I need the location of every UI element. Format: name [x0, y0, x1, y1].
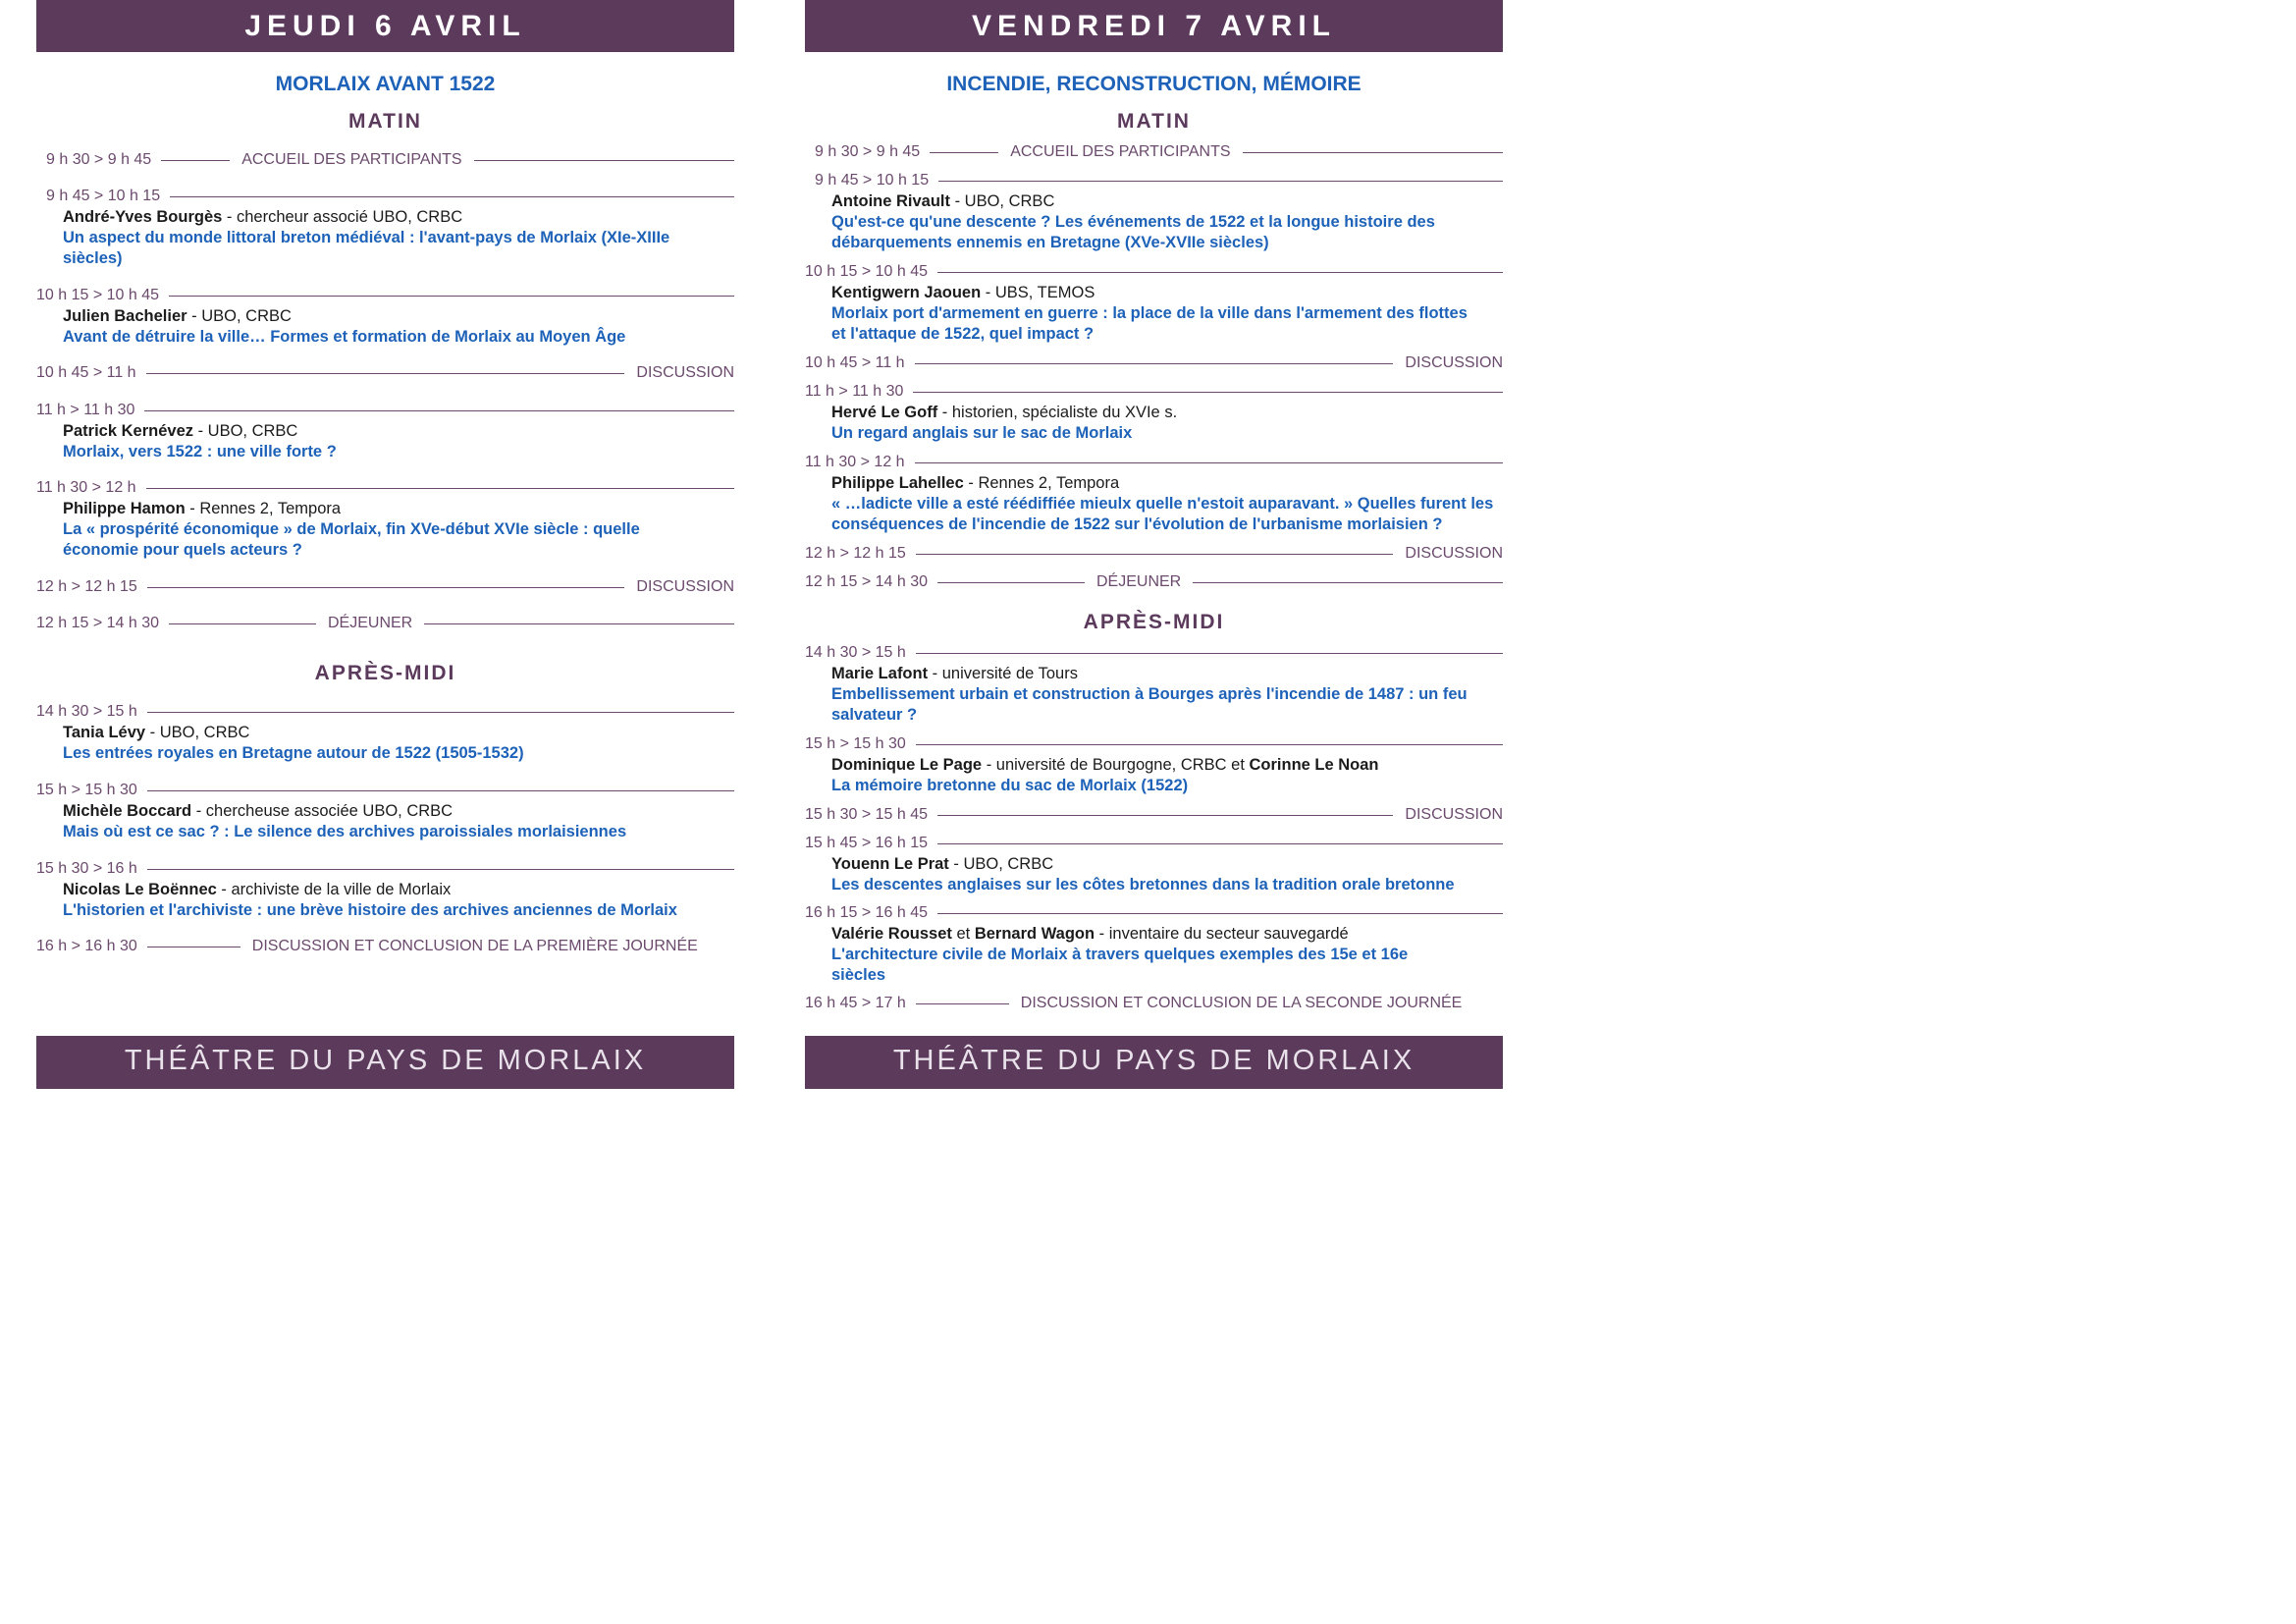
talk-title: Les entrées royales en Bretagne autour de 1522 (1505-1532): [63, 744, 524, 762]
slot-time: 16 h > 16 h 30: [36, 938, 137, 954]
talk-title: Un aspect du monde littoral breton médiéval : l'avant-pays de Morlaix (XIe-XIIIe siècles): [63, 229, 670, 267]
day2-slot-reception: [805, 142, 1503, 162]
speaker-affiliation: - chercheur associé UBO, CRBC: [222, 208, 463, 226]
speaker-line: [36, 207, 734, 228]
speaker-line: [805, 924, 1503, 945]
speaker-affiliation: - Rennes 2, Tempora: [185, 500, 342, 517]
speaker-line: [36, 723, 734, 743]
slot-time: 16 h 15 > 16 h 45: [805, 904, 928, 921]
speaker-name-2: Corinne Le Noan: [1249, 756, 1379, 774]
day2-morning-label: MATIN: [1117, 110, 1191, 133]
speaker-line: [36, 421, 734, 442]
slot-time: 10 h 45 > 11 h: [805, 354, 905, 371]
slot-tag: ACCUEIL DES PARTICIPANTS: [1010, 143, 1231, 160]
day2-column: [805, 0, 1503, 1089]
slot-time: 11 h > 11 h 30: [36, 402, 135, 418]
day2-slot-talk-3: [805, 382, 1503, 444]
slot-time: 10 h 45 > 11 h: [36, 364, 136, 381]
speaker-affiliation: - UBO, CRBC: [187, 307, 292, 325]
day1-slot-talk-1: [36, 187, 734, 269]
slot-time: 9 h 30 > 9 h 45: [815, 143, 921, 160]
speaker-name: Dominique Le Page: [831, 756, 983, 774]
talk-title: Les descentes anglaises sur les côtes bretonnes dans la tradition orale bretonne: [831, 876, 1455, 893]
day2-slot-discussion-1: [805, 353, 1503, 373]
day1-slot-talk-5: [36, 702, 734, 764]
speaker-affiliation: - chercheuse associée UBO, CRBC: [191, 802, 454, 820]
speaker-name: Philippe Hamon: [63, 500, 186, 517]
slot-time: 12 h 15 > 14 h 30: [36, 615, 159, 631]
speaker-line: [805, 664, 1503, 684]
day2-slot-talk-5: [805, 643, 1503, 726]
speaker-affiliation: - archiviste de la ville de Morlaix: [216, 881, 452, 898]
day1-slot-talk-4: [36, 478, 734, 561]
day1-morning-label: MATIN: [348, 110, 422, 133]
talk-title: Qu'est-ce qu'une descente ? Les événements de 1522 et la longue histoire des débarquements ennemis en Bretagne (XVe-XVIIe siècles): [831, 213, 1435, 251]
slot-tag: DISCUSSION: [1405, 806, 1503, 823]
talk-title: Mais où est ce sac ? : Le silence des archives paroissiales morlaisiennes: [63, 823, 627, 840]
speaker-line: [36, 880, 734, 900]
slot-time: 12 h > 12 h 15: [36, 578, 137, 595]
day1-column: [36, 0, 734, 1089]
speaker-affiliation: - université de Bourgogne, CRBC et: [982, 756, 1250, 774]
talk-title: Un regard anglais sur le sac de Morlaix: [831, 424, 1133, 442]
day2-venue: THÉÂTRE DU PAYS DE MORLAIX: [805, 1036, 1503, 1089]
speaker-name: Philippe Lahellec: [831, 474, 964, 492]
slot-tag: DISCUSSION ET CONCLUSION DE LA PREMIÈRE JOURNÉE: [251, 938, 698, 954]
day1-slot-talk-7: [36, 859, 734, 921]
speaker-name: Michèle Boccard: [63, 802, 192, 820]
day1-slot-talk-6: [36, 781, 734, 842]
speaker-line: [805, 755, 1503, 776]
slot-time: 9 h 30 > 9 h 45: [46, 151, 152, 168]
day2-afternoon-label: APRÈS-MIDI: [1083, 611, 1225, 633]
speaker-affiliation: - Rennes 2, Tempora: [963, 474, 1120, 492]
day1-slot-lunch: [36, 614, 734, 633]
day2-slot-closing: [805, 994, 1503, 1013]
speaker-name: Valérie Rousset: [831, 925, 952, 943]
speaker-name: Tania Lévy: [63, 724, 146, 741]
day1-slot-talk-2: [36, 286, 734, 348]
day1-slot-talk-3: [36, 401, 734, 462]
slot-time: 15 h 30 > 15 h 45: [805, 806, 928, 823]
speaker-name: Nicolas Le Boënnec: [63, 881, 217, 898]
slot-tag: DISCUSSION: [1405, 545, 1503, 562]
talk-title: La « prospérité économique » de Morlaix, fin XVe-début XVIe siècle : quelle économie pour quels acteurs ?: [63, 520, 640, 559]
slot-time: 12 h 15 > 14 h 30: [805, 573, 928, 590]
slot-time: 10 h 15 > 10 h 45: [36, 287, 159, 303]
slot-time: 15 h 45 > 16 h 15: [805, 835, 928, 851]
day1-slot-discussion-1: [36, 363, 734, 383]
speaker-name: Marie Lafont: [831, 665, 929, 682]
slot-tag: DÉJEUNER: [328, 615, 413, 631]
day1-slot-discussion-2: [36, 577, 734, 597]
speaker-affiliation: - université de Tours: [928, 665, 1078, 682]
slot-time: 10 h 15 > 10 h 45: [805, 263, 928, 280]
speaker-line: [805, 283, 1503, 303]
slot-time: 14 h 30 > 15 h: [36, 703, 137, 720]
slot-time: 11 h > 11 h 30: [805, 383, 904, 400]
day1-theme: MORLAIX AVANT 1522: [275, 73, 496, 95]
speaker-line: [805, 854, 1503, 875]
talk-title: Morlaix, vers 1522 : une ville forte ?: [63, 443, 337, 460]
speaker-affiliation: - UBO, CRBC: [193, 422, 298, 440]
speaker-affiliation: et: [951, 925, 975, 943]
slot-time: 9 h 45 > 10 h 15: [46, 188, 161, 204]
speaker-affiliation: - UBO, CRBC: [950, 192, 1055, 210]
slot-tag: DÉJEUNER: [1096, 573, 1182, 590]
day2-slot-talk-8: [805, 903, 1503, 986]
speaker-line: [805, 191, 1503, 212]
day1-slot-closing: [36, 937, 734, 956]
slot-time: 11 h 30 > 12 h: [805, 454, 905, 470]
day2-theme: INCENDIE, RECONSTRUCTION, MÉMOIRE: [946, 73, 1362, 95]
day2-title: VENDREDI 7 AVRIL: [805, 0, 1503, 52]
speaker-line: [36, 499, 734, 519]
day2-slot-discussion-3: [805, 805, 1503, 825]
day2-slot-talk-7: [805, 834, 1503, 895]
talk-title: « …ladicte ville a esté réédiffiée mieulx quelle n'estoit auparavant. » Quelles furent les conséquences de l'incendie de 1522 sur l'évolution de l'urbanisme morlaisien ?: [831, 495, 1494, 533]
slot-time: 9 h 45 > 10 h 15: [815, 172, 930, 189]
slot-time: 12 h > 12 h 15: [805, 545, 906, 562]
talk-title: L'architecture civile de Morlaix à travers quelques exemples des 15e et 16e siècles: [831, 946, 1409, 984]
slot-tag: DISCUSSION: [1405, 354, 1503, 371]
speaker-affiliation: - historien, spécialiste du XVIe s.: [937, 404, 1178, 421]
speaker-line: [36, 306, 734, 327]
day2-slot-talk-6: [805, 734, 1503, 796]
slot-time: 15 h 30 > 16 h: [36, 860, 137, 877]
speaker-line: [805, 473, 1503, 494]
speaker-affiliation: - UBS, TEMOS: [981, 284, 1095, 301]
speaker-affiliation-2: - inventaire du secteur sauvegardé: [1095, 925, 1349, 943]
talk-title: L'historien et l'archiviste : une brève histoire des archives anciennes de Morlaix: [63, 901, 677, 919]
day1-afternoon-label: APRÈS-MIDI: [314, 662, 456, 684]
speaker-line: [36, 801, 734, 822]
day1-title: JEUDI 6 AVRIL: [36, 0, 734, 52]
day2-slot-talk-4: [805, 453, 1503, 535]
slot-tag: DISCUSSION: [636, 578, 734, 595]
speaker-name: Julien Bachelier: [63, 307, 187, 325]
day1-venue: THÉÂTRE DU PAYS DE MORLAIX: [36, 1036, 734, 1089]
talk-title: Embellissement urbain et construction à Bourges après l'incendie de 1487 : un feu salvateur ?: [831, 685, 1468, 724]
speaker-affiliation: - UBO, CRBC: [948, 855, 1054, 873]
speaker-name: Patrick Kernévez: [63, 422, 193, 440]
slot-time: 15 h > 15 h 30: [36, 782, 137, 798]
slot-time: 15 h > 15 h 30: [805, 735, 906, 752]
slot-tag: ACCUEIL DES PARTICIPANTS: [241, 151, 462, 168]
speaker-name: André-Yves Bourgès: [63, 208, 223, 226]
day2-slot-talk-2: [805, 262, 1503, 345]
speaker-affiliation: - UBO, CRBC: [145, 724, 250, 741]
speaker-name: Hervé Le Goff: [831, 404, 938, 421]
day1-slot-reception: [36, 150, 734, 170]
speaker-name: Kentigwern Jaouen: [831, 284, 982, 301]
day2-slot-lunch: [805, 572, 1503, 592]
talk-title: Morlaix port d'armement en guerre : la place de la ville dans l'armement des flottes et l'attaque de 1522, quel impact ?: [831, 304, 1468, 343]
talk-title: Avant de détruire la ville… Formes et formation de Morlaix au Moyen Âge: [63, 328, 626, 346]
speaker-name: Antoine Rivault: [831, 192, 951, 210]
speaker-name-2: Bernard Wagon: [974, 925, 1095, 943]
speaker-name: Youenn Le Prat: [831, 855, 949, 873]
slot-time: 14 h 30 > 15 h: [805, 644, 906, 661]
day2-slot-discussion-2: [805, 544, 1503, 564]
slot-tag: DISCUSSION: [636, 364, 734, 381]
day2-slot-talk-1: [805, 171, 1503, 253]
speaker-line: [805, 403, 1503, 423]
slot-time: 11 h 30 > 12 h: [36, 479, 136, 496]
slot-time: 16 h 45 > 17 h: [805, 995, 906, 1011]
slot-tag: DISCUSSION ET CONCLUSION DE LA SECONDE JOURNÉE: [1020, 995, 1463, 1011]
talk-title: La mémoire bretonne du sac de Morlaix (1522): [831, 777, 1189, 794]
